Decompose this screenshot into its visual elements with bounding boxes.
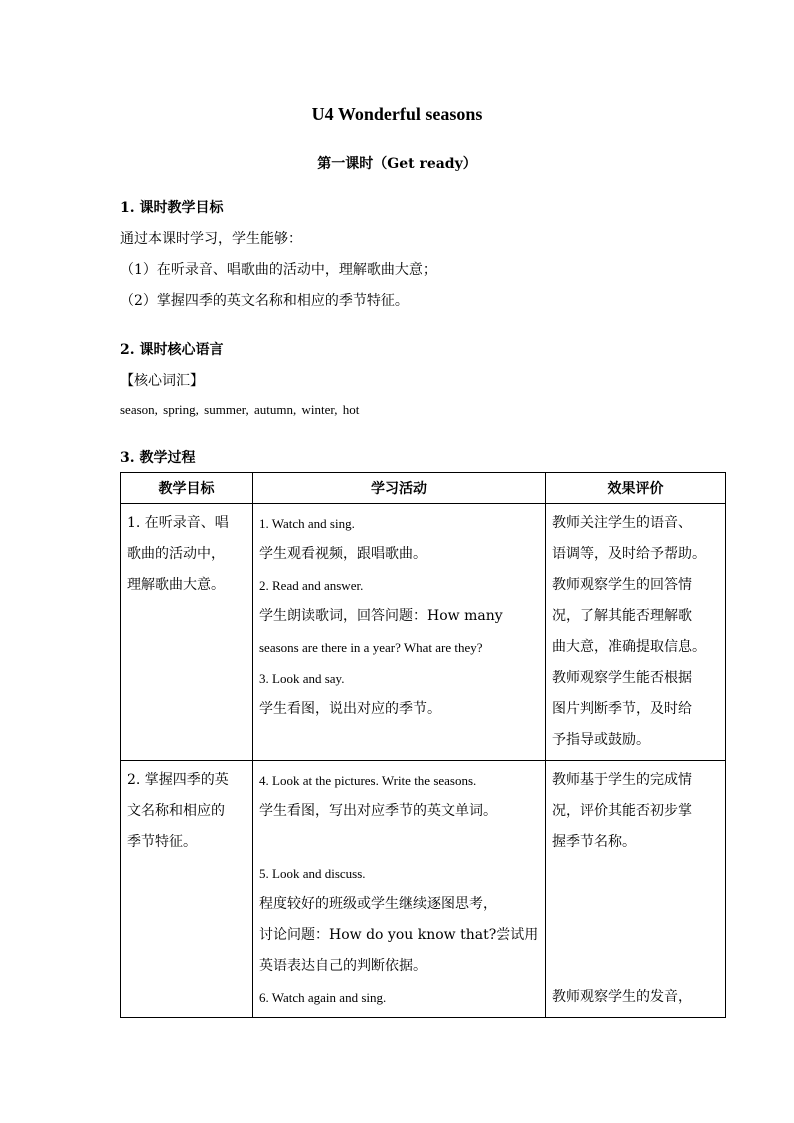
cell-line: 文名称和相应的 xyxy=(127,803,225,819)
cell-line: seasons are there in a year? What are they? xyxy=(259,640,483,655)
section-heading-language: 2. 课时核心语言 xyxy=(120,342,224,358)
cell-line: 况，了解其能否理解歌 xyxy=(552,608,692,624)
cell-line: 英语表达自己的判断依据。 xyxy=(259,958,427,974)
cell-line: 语调等，及时给予帮助。 xyxy=(552,546,706,562)
cell-line: 3. Look and say. xyxy=(259,671,345,686)
cell-line: 教师观察学生的回答情 xyxy=(552,577,692,593)
cell-line: 教师基于学生的完成情 xyxy=(552,772,692,788)
column-header: 效果评价 xyxy=(546,473,726,504)
section-heading-process: 3. 教学过程 xyxy=(120,450,196,466)
document-subtitle: 第一课时（Get ready） xyxy=(317,156,477,172)
goal-item: （1）在听录音、唱歌曲的活动中，理解歌曲大意； xyxy=(120,262,437,278)
cell-line: 学生朗读歌词，回答问题：How many xyxy=(259,608,503,624)
cell-line xyxy=(552,951,719,982)
cell-line: 1. 在听录音、唱 xyxy=(127,515,229,531)
cell-line: 4. Look at the pictures. Write the seasons. xyxy=(259,773,477,788)
cell-line: 予指导或鼓励。 xyxy=(552,732,650,748)
cell-line: 握季节名称。 xyxy=(552,834,636,850)
cell-line: 2. 掌握四季的英 xyxy=(127,772,229,788)
cell-line xyxy=(259,725,539,756)
section-heading-goals: 1. 课时教学目标 xyxy=(120,200,224,216)
cell-line: 1. Watch and sing. xyxy=(259,516,355,531)
cell-line xyxy=(259,827,539,858)
column-header: 教学目标 xyxy=(121,473,253,504)
cell-line: 况，评价其能否初步掌 xyxy=(552,803,692,819)
cell-line: 6. Watch again and sing. xyxy=(259,990,387,1005)
evaluation-cell xyxy=(546,761,726,1018)
evaluation-cell xyxy=(546,504,726,761)
cell-line: 讨论问题：How do you know that?尝试用 xyxy=(259,927,539,943)
table-header-row xyxy=(121,473,726,504)
goal-item: （2）掌握四季的英文名称和相应的季节特征。 xyxy=(120,293,409,309)
cell-line: 学生看图，说出对应的季节。 xyxy=(259,701,441,717)
document-title: U4 Wonderful seasons xyxy=(311,104,483,124)
teaching-process-table xyxy=(120,472,726,1018)
goal-cell xyxy=(121,504,253,761)
cell-line: 学生看图，写出对应季节的英文单词。 xyxy=(259,803,497,819)
column-header: 学习活动 xyxy=(253,473,546,504)
cell-line: 教师观察学生的发音， xyxy=(552,989,692,1005)
goal-cell xyxy=(121,761,253,1018)
table-row xyxy=(121,504,726,761)
cell-line: 图片判断季节，及时给 xyxy=(552,701,692,717)
cell-line: 季节特征。 xyxy=(127,834,197,850)
cell-line: 2. Read and answer. xyxy=(259,578,364,593)
cell-line: 学生观看视频，跟唱歌曲。 xyxy=(259,546,427,562)
activity-cell xyxy=(253,761,546,1018)
cell-line xyxy=(552,889,719,920)
cell-line xyxy=(552,858,719,889)
cell-line: 教师观察学生能否根据 xyxy=(552,670,692,686)
table-row xyxy=(121,761,726,1018)
vocab-list: season, spring, summer, autumn, winter, hot xyxy=(120,402,360,417)
cell-line: 曲大意，准确提取信息。 xyxy=(552,639,706,655)
cell-line: 歌曲的活动中， xyxy=(127,546,225,562)
vocab-label: 【核心词汇】 xyxy=(120,373,204,389)
goals-intro: 通过本课时学习，学生能够： xyxy=(120,231,302,247)
cell-line: 程度较好的班级或学生继续逐图思考， xyxy=(259,896,497,912)
cell-line: 教师关注学生的语音、 xyxy=(552,515,692,531)
cell-line: 5. Look and discuss. xyxy=(259,866,366,881)
cell-line xyxy=(552,920,719,951)
cell-line: 理解歌曲大意。 xyxy=(127,577,225,593)
activity-cell xyxy=(253,504,546,761)
